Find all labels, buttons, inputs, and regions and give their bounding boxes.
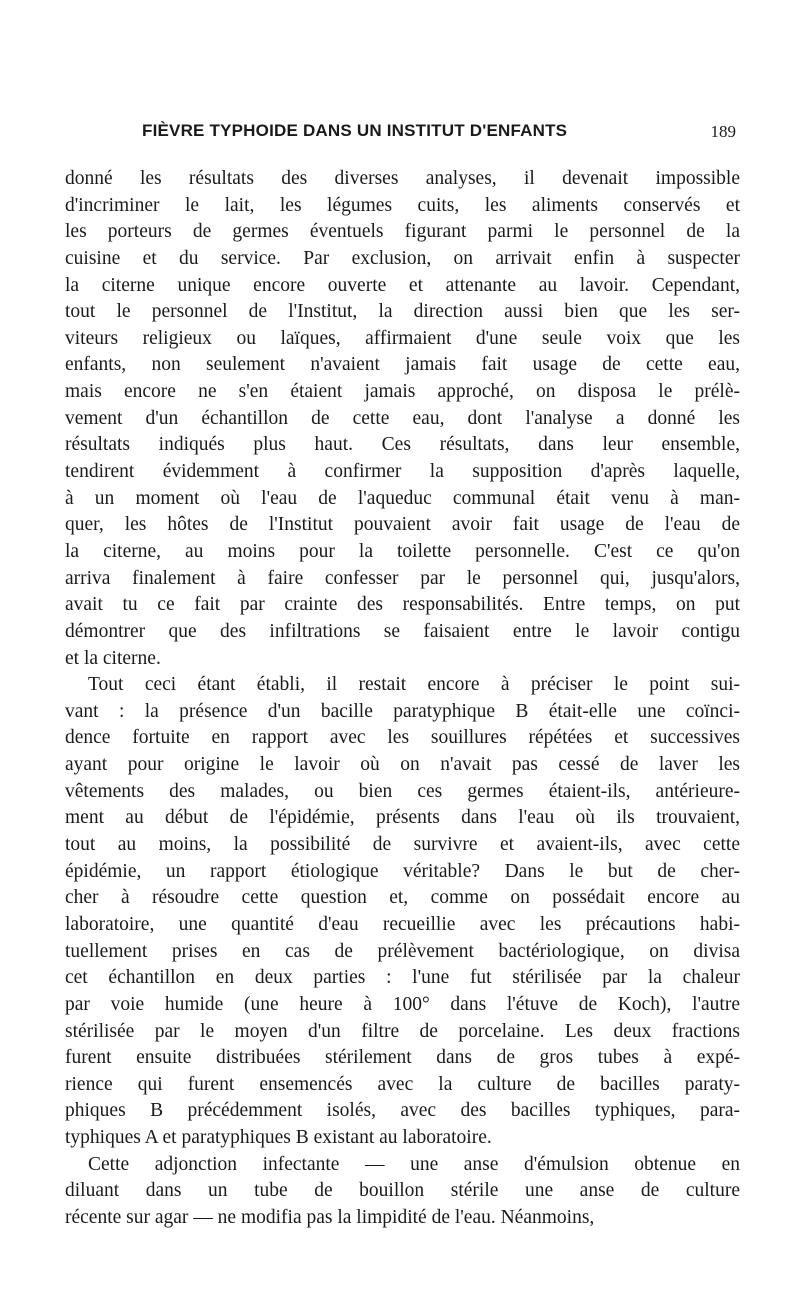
text-line: ayant pour origine le lavoir où on n'avait pas cessé de laver les xyxy=(65,754,740,776)
text-line: Tout ceci étant établi, il restait encore à préciser le point sui- xyxy=(88,674,740,696)
text-line: la citerne unique encore ouverte et attenante au lavoir. Cependant, xyxy=(65,274,740,296)
text-line: tout au moins, la possibilité de survivre et avaient-ils, avec cette xyxy=(65,834,740,856)
text-line: ment au début de l'épidémie, présents dans l'eau où ils trouvaient, xyxy=(65,807,740,829)
text-line: cet échantillon en deux parties : l'une fut stérilisée par la chaleur xyxy=(65,967,740,989)
paragraph xyxy=(65,166,740,672)
text-line: phiques B précédemment isolés, avec des bacilles typhiques, para- xyxy=(65,1100,740,1122)
text-line: furent ensuite distribuées stérilement dans de gros tubes à expé- xyxy=(65,1047,740,1069)
text-line: vant : la présence d'un bacille paratyphique B était-elle une coïnci- xyxy=(65,700,740,722)
paragraph xyxy=(65,1152,740,1232)
text-line: enfants, non seulement n'avaient jamais fait usage de cette eau, xyxy=(65,354,740,376)
text-line: typhiques A et paratyphiques B existant au laboratoire. xyxy=(65,1127,492,1149)
text-line: dence fortuite en rapport avec les souillures répétées et successives xyxy=(65,727,740,749)
text-line: tendirent évidemment à confirmer la supposition d'après laquelle, xyxy=(65,461,740,483)
text-line: cuisine et du service. Par exclusion, on arrivait enfin à suspecter xyxy=(65,247,740,269)
text-line: vement d'un échantillon de cette eau, dont l'analyse a donné les xyxy=(65,407,740,429)
text-line: la citerne, au moins pour la toilette personnelle. C'est ce qu'on xyxy=(65,540,740,562)
text-line: arriva finalement à faire confesser par le personnel qui, jusqu'alors, xyxy=(65,567,740,589)
text-line: avait tu ce fait par crainte des responsabilités. Entre temps, on put xyxy=(65,594,740,616)
page-number: 189 xyxy=(710,122,736,141)
text-line: stérilisée par le moyen d'un filtre de porcelaine. Les deux fractions xyxy=(65,1020,740,1042)
text-line: les porteurs de germes éventuels figurant parmi le personnel de la xyxy=(65,221,740,243)
text-line: résultats indiqués plus haut. Ces résultats, dans leur ensemble, xyxy=(65,434,740,456)
text-line: d'incriminer le lait, les légumes cuits, les aliments conservés et xyxy=(65,194,740,216)
text-line: mais encore ne s'en étaient jamais approché, on disposa le prélè- xyxy=(65,381,740,403)
text-line: diluant dans un tube de bouillon stérile une anse de culture xyxy=(65,1180,740,1202)
text-line: démontrer que des infiltrations se faisaient entre le lavoir contigu xyxy=(65,620,740,642)
text-line: Cette adjonction infectante — une anse d'émulsion obtenue en xyxy=(88,1153,740,1175)
text-line: donné les résultats des diverses analyses, il devenait impossible xyxy=(65,168,740,189)
text-line: récente sur agar — ne modifia pas la limpidité de l'eau. Néanmoins, xyxy=(65,1206,595,1228)
paragraph xyxy=(65,672,740,1152)
text-line: quer, les hôtes de l'Institut pouvaient avoir fait usage de l'eau de xyxy=(65,514,740,536)
text-line: tuellement prises en cas de prélèvement bactériologique, on divisa xyxy=(65,940,740,962)
body-text xyxy=(65,166,740,1232)
text-line: laboratoire, une quantité d'eau recueillie avec les précautions habi- xyxy=(65,913,740,935)
text-line: à un moment où l'eau de l'aqueduc communal était venu à man- xyxy=(65,487,740,509)
text-line: tout le personnel de l'Institut, la direction aussi bien que les ser- xyxy=(65,301,740,323)
running-head xyxy=(62,118,742,148)
text-line: épidémie, un rapport étiologique véritable? Dans le but de cher- xyxy=(65,860,740,882)
text-line: vêtements des malades, ou bien ces germes étaient-ils, antérieure- xyxy=(65,780,740,802)
text-line: cher à résoudre cette question et, comme on possédait encore au xyxy=(65,887,740,909)
text-line: et la citerne. xyxy=(65,647,161,669)
text-line: viteurs religieux ou laïques, affirmaient d'une seule voix que les xyxy=(65,327,740,349)
text-line: rience qui furent ensemencés avec la culture de bacilles paraty- xyxy=(65,1073,740,1095)
running-title: FIÈVRE TYPHOIDE DANS UN INSTITUT D'ENFANTS xyxy=(142,121,568,140)
text-line: par voie humide (une heure à 100° dans l'étuve de Koch), l'autre xyxy=(65,993,740,1015)
